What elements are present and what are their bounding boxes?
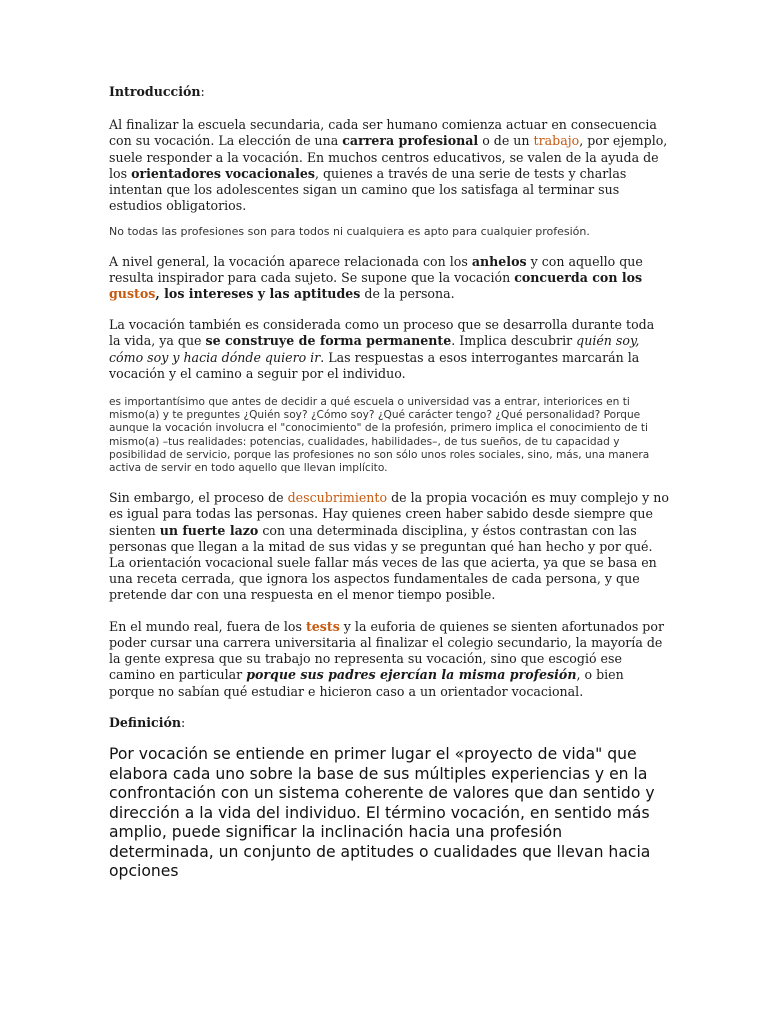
text-run[interactable]: trabajo [533,133,580,149]
text-run: Al finalizar la escuela secundaria, cada ser humano comienza actuar en consecuencia con su vocación. La elección de una [109,117,657,149]
intro-heading-text: Introducción [109,84,201,99]
text-run: y con aquello que resulta inspirador para cada sujeto. Se supone que la vocación [109,253,643,285]
text-run: , los intereses y las aptitudes [155,286,361,302]
text-run: anhelos [471,253,527,269]
text-run: o de un [478,133,534,149]
text-run: de la propia vocación es muy complejo y no es igual para todas las personas. Hay quienes creen haber sabido desde siempre que sienten [109,490,669,538]
intro-heading-colon: : [200,84,205,99]
text-run: con una determinada disciplina, y éstos contrastan con las personas que llegan a la mitad de sus vidas y se preguntan qué han hecho y por qué. La orientación vocacional suele fallar más veces de las que acierta, ya que se basa en una receta cerrada, que ignora los aspectos fundamentales de cada persona, y que pretende dar con una respuesta en el menor tiempo posible. [109,522,657,603]
text-run: La vocación también es considerada como un proceso que se desarrolla durante toda la vida, ya que [109,317,655,349]
text-run: . Las respuestas a esos interrogantes marcarán la vocación y el camino a seguir por el individuo. [109,349,640,381]
text-run: A nivel general, la vocación aparece relacionada con los [109,253,472,269]
text-run: se construye de forma permanente [205,333,452,349]
text-run: , por ejemplo, suele responder a la vocación. En muchos centros educativos, se valen de la ayuda de los [109,133,668,181]
text-run: En el mundo real, fuera de los [109,618,306,634]
intro-paragraph-4 [109,490,669,603]
self-knowledge-block: es importantísimo que antes de decidir a qué escuela o universidad vas a entrar, interiorices en ti mismo(a) y te preguntes ¿Quién soy? ¿Cómo soy? ¿Qué carácter tengo? ¿Qué personalidad? Porque aunque la vocación involucra el "conocimiento" de la profesión, primero implica el conocimiento de ti mismo(a) –tus realidades: potencias, cualidades, habilidades–, de tus sueños, de tu capacidad y posibilidad de servicio, porque las profesiones no son sólo unos roles sociales, sino, más, una manera activa de servir en todo aquello que llevan implícito. [109,396,650,475]
definition-text: Por vocación se entiende en primer lugar el «proyecto de vida" que elabora cada uno sobre la base de sus múltiples experiencias y en la confrontación con un sistema coherente de valores que dan sentido y dirección a la vida del individuo. El término vocación, en sentido más amplio, puede significar la inclinación hacia una profesión determinada, un conjunto de aptitudes o cualidades que llevan hacia opciones [109,744,655,881]
text-run: un fuerte lazo [159,522,259,538]
definition-heading-text: Definición [109,714,182,730]
intro-note: No todas las profesiones son para todos ni cualquiera es apto para cualquier profesión. [109,225,590,239]
text-run: Sin embargo, el proceso de [109,490,288,506]
intro-paragraph-3 [109,317,669,382]
text-run: carrera profesional [342,133,479,149]
text-run: orientadores vocacionales [131,165,315,181]
definition-heading-colon: : [181,714,186,730]
intro-paragraph-5 [109,619,669,700]
text-run: quién soy, cómo soy y hacia dónde quiero ir [109,333,640,365]
text-run[interactable]: descubrimiento [287,490,388,506]
intro-heading [109,84,669,100]
definition-heading [109,715,669,731]
text-run[interactable]: gustos [109,286,156,302]
text-run: . Implica descubrir [451,333,577,349]
text-run: , o bien porque no sabían qué estudiar e hicieron caso a un orientador vocacional. [109,667,624,699]
intro-paragraph-1 [109,117,669,214]
text-run: de la persona. [360,286,455,302]
text-run: porque sus padres ejercían la misma profesión [246,667,577,683]
text-run[interactable]: tests [305,618,340,634]
text-run: y la euforia de quienes se sienten afortunados por poder cursar una carrera universitaria al finalizar el colegio secundario, la mayoría de la gente expresa que su trabajo no representa su vocación, sino que escogió ese camino en particular [109,618,664,683]
intro-paragraph-2 [109,254,669,303]
document-page [109,84,669,882]
text-run: concuerda con los [514,269,643,285]
text-run: , quienes a través de una serie de tests y charlas intentan que los adolescentes sigan un camino que los satisfaga al terminar sus estudios obligatorios. [109,165,627,214]
